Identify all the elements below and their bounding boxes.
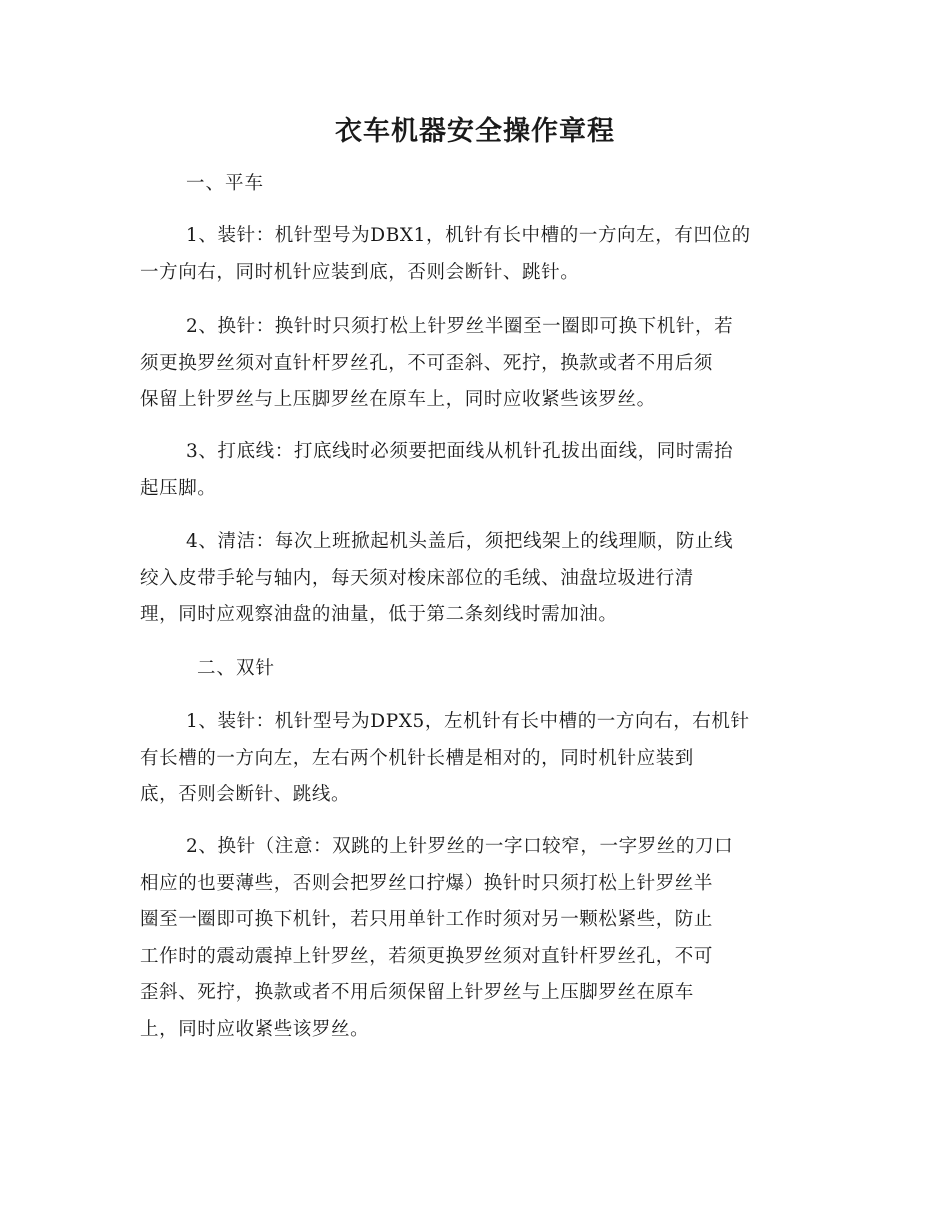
document-title: 衣车机器安全操作章程 [335,116,615,147]
text-line: 相应的也要薄些，否则会把罗丝口拧爆）换针时只须打松上针罗丝半 [140,872,714,894]
section-heading-double-needle: 二、双针 [197,658,276,679]
text-line: 3、打底线：打底线时必须要把面线从机针孔拔出面线，同时需抬 [186,441,734,462]
text-line: 1、装针：机针型号为DBX1，机针有长中槽的一方向左，有凹位的 [186,225,751,246]
paragraph-needle-change [140,309,810,419]
section-heading-flat-machine: 一、平车 [186,173,265,194]
paragraph-bobbin-winding [140,434,810,507]
text-line: 绞入皮带手轮与轴内，每天须对梭床部位的毛绒、油盘垃圾进行清 [140,567,694,589]
text-line: 有长槽的一方向左，左右两个机针长槽是相对的，同时机针应装到 [140,747,694,769]
paragraph-double-needle-install [140,704,810,814]
paragraph-needle-install [140,218,810,291]
text-line: 2、换针（注意：双跳的上针罗丝的一字口较窄，一字罗丝的刀口 [186,836,734,857]
text-line: 1、装针：机针型号为DPX5，左机针有长中槽的一方向右，右机针 [186,711,750,732]
text-line: 歪斜、死拧，换款或者不用后须保留上针罗丝与上压脚罗丝在原车 [140,982,694,1003]
text-line: 起压脚。 [140,477,217,499]
text-line: 工作时的震动震掉上针罗丝，若须更换罗丝须对直针杆罗丝孔，不可 [140,945,714,967]
text-line: 须更换罗丝须对直针杆罗丝孔，不可歪斜、死拧，换款或者不用后须 [140,352,714,374]
text-line: 底，否则会断针、跳线。 [140,784,351,805]
text-line: 一方向右，同时机针应装到底，否则会断针、跳针。 [140,261,580,283]
text-line: 保留上针罗丝与上压脚罗丝在原车上，同时应收紧些该罗丝。 [140,389,656,410]
paragraph-double-needle-change [140,829,810,1048]
paragraph-cleaning [140,524,810,634]
text-line: 上，同时应收紧些该罗丝。 [140,1018,370,1040]
text-line: 理，同时应观察油盘的油量，低于第二条刻线时需加油。 [140,604,618,625]
text-line: 4、清洁：每次上班掀起机头盖后，须把线架上的线理顺，防止线 [186,531,734,552]
text-line: 圈至一圈即可换下机针，若只用单针工作时须对另一颗松紧些，防止 [140,909,714,930]
text-line: 2、换针：换针时只须打松上针罗丝半圈至一圈即可换下机针，若 [186,316,734,337]
